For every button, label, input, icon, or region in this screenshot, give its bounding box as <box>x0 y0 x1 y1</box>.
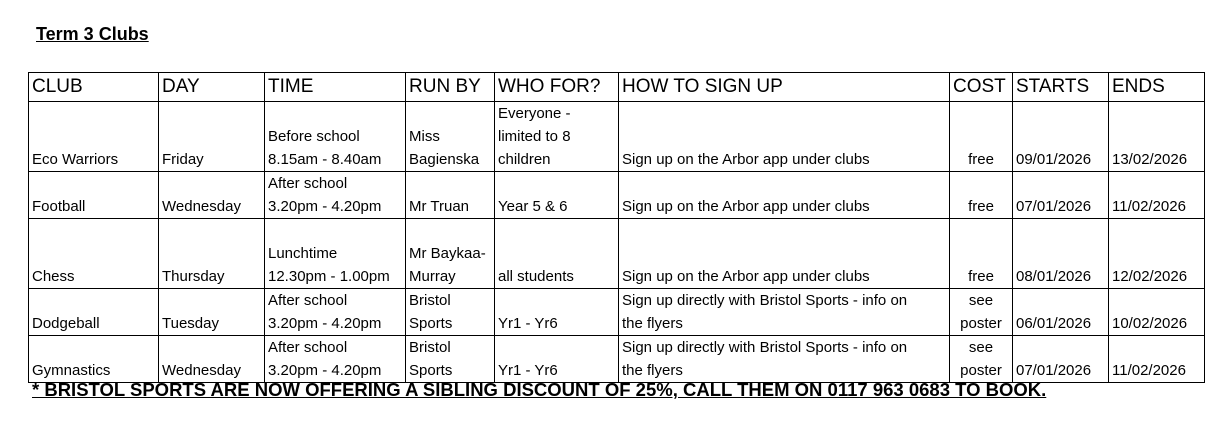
sign-up-cell <box>619 172 950 219</box>
who-for-line: Yr1 - Yr6 <box>498 315 558 332</box>
run-by-line: Mr Truan <box>409 198 470 215</box>
sign-up-line: Sign up on the Arbor app under clubs <box>622 268 870 285</box>
sign-up-cell <box>619 289 950 336</box>
ends-cell: 10/02/2026 <box>1109 289 1205 336</box>
run-by-line: Bristol <box>409 292 451 309</box>
sign-up-line: Sign up on the Arbor app under clubs <box>622 151 870 168</box>
time-cell <box>265 289 406 336</box>
who-for-cell <box>495 219 619 289</box>
run-by-line: Bristol <box>409 339 451 356</box>
sign-up-cell <box>619 102 950 172</box>
who-for-line: Year 5 & 6 <box>498 198 568 215</box>
run-by-line: Sports <box>409 362 453 379</box>
column-header-club: CLUB <box>29 73 159 102</box>
cost-cell <box>950 102 1013 172</box>
ends-cell: 13/02/2026 <box>1109 102 1205 172</box>
run-by-cell <box>406 102 495 172</box>
who-for-cell <box>495 336 619 383</box>
who-for-cell <box>495 289 619 336</box>
who-for-line: limited to 8 <box>498 128 571 145</box>
who-for-line: all students <box>498 268 574 285</box>
day-cell: Friday <box>159 102 265 172</box>
table-header-row <box>29 73 1205 102</box>
time-label: After school <box>268 175 348 192</box>
time-cell <box>265 172 406 219</box>
cost-cell <box>950 336 1013 383</box>
day-cell: Wednesday <box>159 172 265 219</box>
run-by-line: Miss <box>409 128 440 145</box>
run-by-cell <box>406 172 495 219</box>
time-range: 3.20pm - 4.20pm <box>268 362 382 379</box>
sign-up-line: Sign up on the Arbor app under clubs <box>622 198 870 215</box>
run-by-line: Mr Baykaa- <box>409 245 486 262</box>
who-for-line: Yr1 - Yr6 <box>498 362 558 379</box>
time-cell <box>265 219 406 289</box>
cost-cell <box>950 172 1013 219</box>
time-label: After school <box>268 339 348 356</box>
run-by-line: Bagienska <box>409 151 480 168</box>
cost-line: poster <box>960 362 1002 379</box>
day-cell: Tuesday <box>159 289 265 336</box>
time-label: Lunchtime <box>268 245 338 262</box>
column-header-how-to-sign-up: HOW TO SIGN UP <box>619 73 950 102</box>
club-cell: Chess <box>29 219 159 289</box>
starts-cell: 07/01/2026 <box>1013 336 1109 383</box>
ends-cell: 11/02/2026 <box>1109 172 1205 219</box>
time-range: 3.20pm - 4.20pm <box>268 198 382 215</box>
cost-cell <box>950 289 1013 336</box>
cost-cell <box>950 219 1013 289</box>
time-label: After school <box>268 292 348 309</box>
cost-line: free <box>968 198 994 215</box>
sign-up-line: Sign up directly with Bristol Sports - info on <box>622 339 908 356</box>
who-for-line: children <box>498 151 551 168</box>
day-cell: Wednesday <box>159 336 265 383</box>
who-for-cell <box>495 102 619 172</box>
cost-line: poster <box>960 315 1002 332</box>
table-row <box>29 102 1205 172</box>
time-cell <box>265 336 406 383</box>
starts-cell: 08/01/2026 <box>1013 219 1109 289</box>
sign-up-cell <box>619 219 950 289</box>
cost-line: see <box>968 292 994 309</box>
column-header-time: TIME <box>265 73 406 102</box>
time-cell <box>265 102 406 172</box>
cost-line: free <box>968 268 994 285</box>
starts-cell: 07/01/2026 <box>1013 172 1109 219</box>
time-range: 8.15am - 8.40am <box>268 151 382 168</box>
club-cell: Football <box>29 172 159 219</box>
starts-cell: 06/01/2026 <box>1013 289 1109 336</box>
run-by-line: Murray <box>409 268 456 285</box>
column-header-starts: STARTS <box>1013 73 1109 102</box>
club-cell: Eco Warriors <box>29 102 159 172</box>
run-by-cell <box>406 336 495 383</box>
starts-cell: 09/01/2026 <box>1013 102 1109 172</box>
column-header-run-by: RUN BY <box>406 73 495 102</box>
time-range: 3.20pm - 4.20pm <box>268 315 382 332</box>
column-header-cost: COST <box>950 73 1013 102</box>
run-by-cell <box>406 219 495 289</box>
time-range: 12.30pm - 1.00pm <box>268 268 390 285</box>
sign-up-line: the flyers <box>622 362 683 379</box>
page-title: Term 3 Clubs <box>36 24 149 44</box>
column-header-day: DAY <box>159 73 265 102</box>
sibling-discount-notice: * BRISTOL SPORTS ARE NOW OFFERING A SIBLING DISCOUNT OF 25%, CALL THEM ON 0117 963 0683 TO BOOK. <box>32 379 1047 400</box>
time-label: Before school <box>268 128 360 145</box>
run-by-cell <box>406 289 495 336</box>
ends-cell: 11/02/2026 <box>1109 336 1205 383</box>
run-by-line: Sports <box>409 315 453 332</box>
cost-line: free <box>968 151 994 168</box>
table-row <box>29 289 1205 336</box>
ends-cell: 12/02/2026 <box>1109 219 1205 289</box>
column-header-ends: ENDS <box>1109 73 1205 102</box>
club-cell: Gymnastics <box>29 336 159 383</box>
sign-up-line: Sign up directly with Bristol Sports - info on <box>622 292 908 309</box>
who-for-cell <box>495 172 619 219</box>
sign-up-cell <box>619 336 950 383</box>
table-row <box>29 336 1205 383</box>
clubs-table <box>28 72 1205 383</box>
table-row <box>29 172 1205 219</box>
cost-line: see <box>968 339 994 356</box>
who-for-line: Everyone - <box>498 105 571 122</box>
club-cell: Dodgeball <box>29 289 159 336</box>
day-cell: Thursday <box>159 219 265 289</box>
table-row <box>29 219 1205 289</box>
sign-up-line: the flyers <box>622 315 683 332</box>
column-header-who-for: WHO FOR? <box>495 73 619 102</box>
